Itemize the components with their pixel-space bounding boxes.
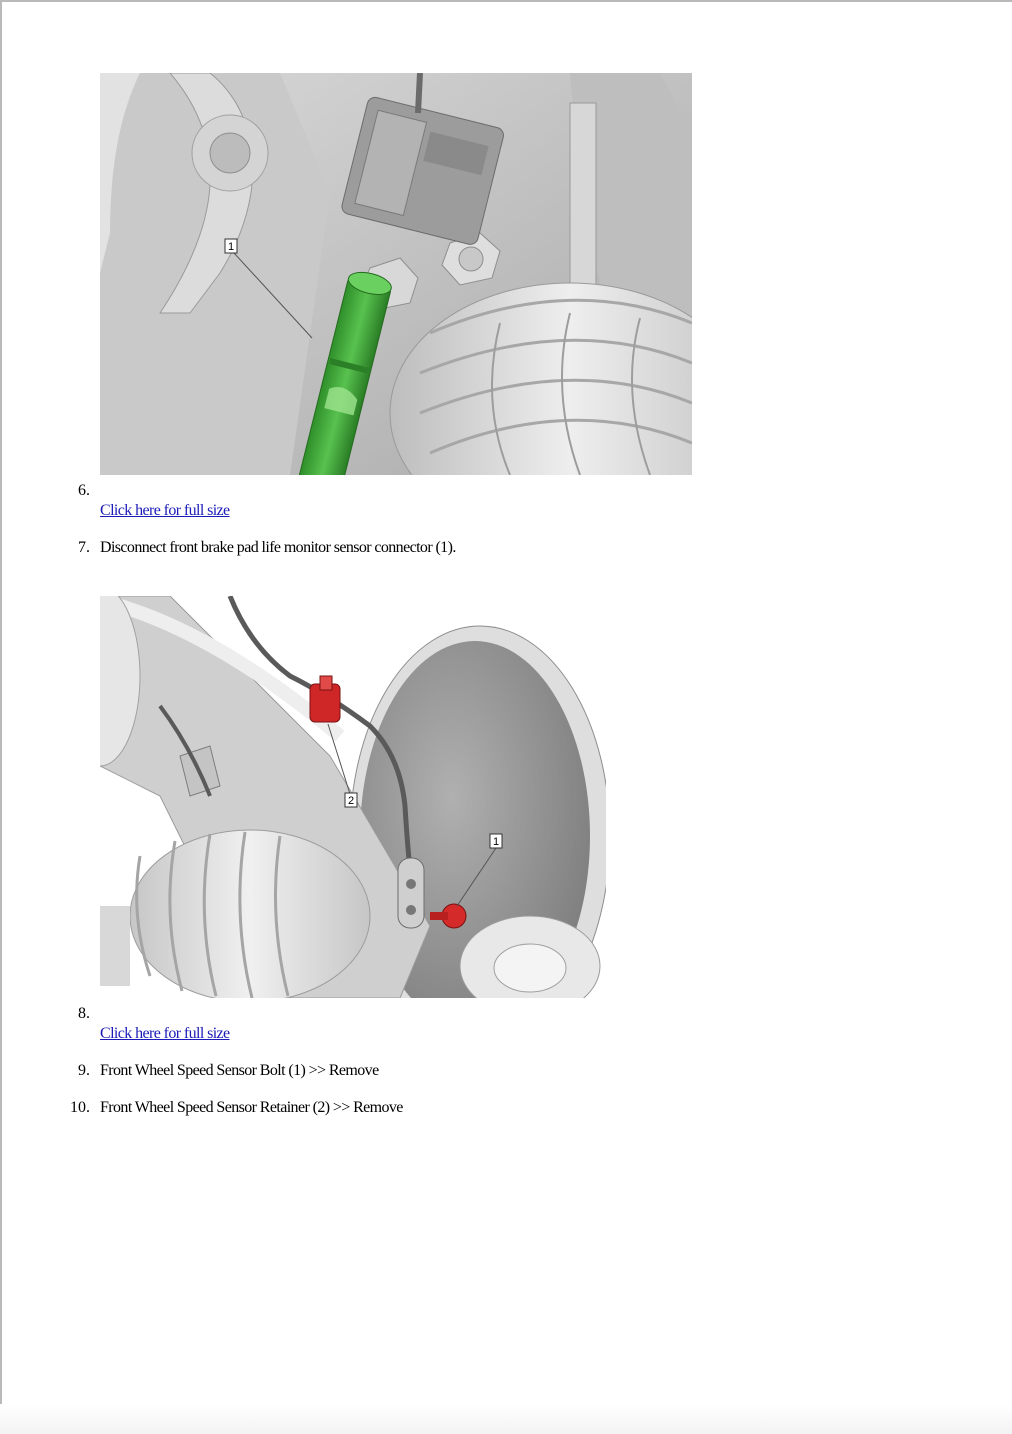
figure-brake-pad-sensor-connector [100,73,692,475]
step-number: 8. [78,1005,90,1022]
full-size-link-1[interactable]: Click here for full size [100,502,230,519]
figure-wheel-speed-sensor [100,596,606,998]
step-number: 7. [78,539,90,556]
illustration-wheel-speed-sensor [100,596,606,998]
callout-1: 1 [492,836,500,848]
full-size-link-2[interactable]: Click here for full size [100,1025,230,1042]
step-number: 9. [78,1062,90,1079]
illustration-connector [100,73,692,475]
step-number: 10. [70,1099,90,1116]
step-number: 6. [78,482,90,499]
callout-2: 2 [347,795,355,807]
callout-1: 1 [227,241,235,253]
step-text: Front Wheel Speed Sensor Bolt (1) >> Remove [100,1062,379,1079]
step-text: Front Wheel Speed Sensor Retainer (2) >> Remove [100,1099,403,1116]
page-bottom-shade [0,1404,1012,1434]
step-text: Disconnect front brake pad life monitor sensor connector (1). [100,539,456,556]
